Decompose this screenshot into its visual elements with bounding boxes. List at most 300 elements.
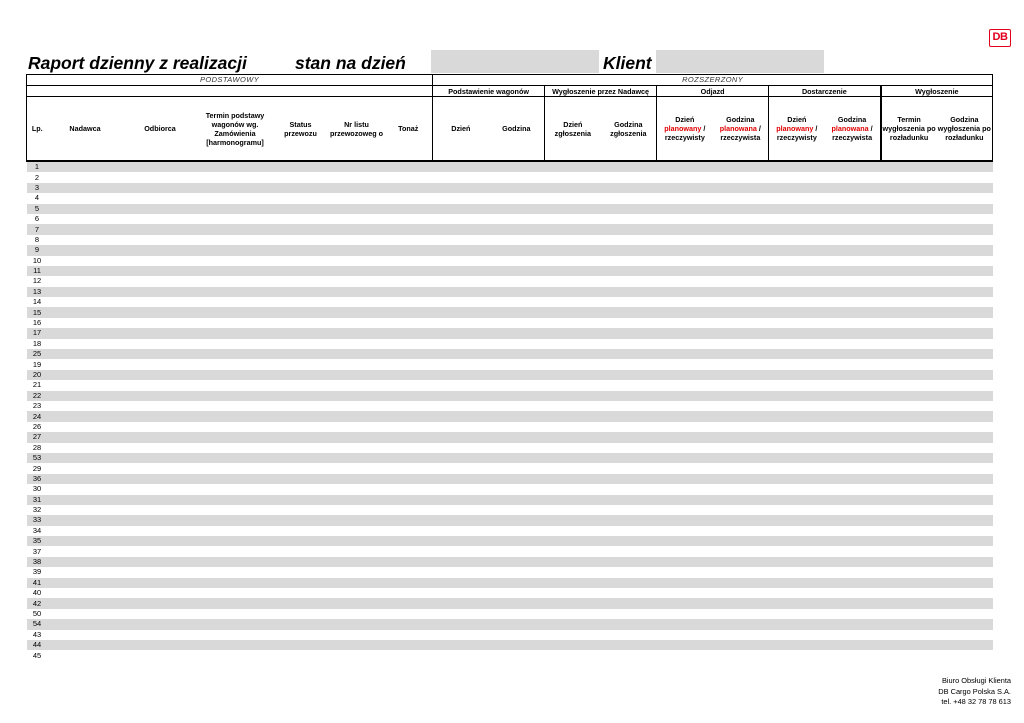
table-cell[interactable] (769, 359, 825, 369)
table-cell[interactable] (601, 474, 657, 484)
table-cell[interactable] (329, 598, 385, 608)
table-cell[interactable] (385, 276, 433, 286)
table-cell[interactable] (937, 193, 993, 203)
table-cell[interactable] (713, 328, 769, 338)
table-cell[interactable] (881, 453, 937, 463)
table-cell[interactable] (385, 297, 433, 307)
table-cell[interactable] (937, 297, 993, 307)
table-cell[interactable] (329, 588, 385, 598)
table-cell[interactable] (198, 578, 273, 588)
table-cell[interactable] (123, 380, 198, 390)
table-cell[interactable] (198, 391, 273, 401)
table-cell[interactable] (769, 204, 825, 214)
table-cell[interactable] (937, 391, 993, 401)
table-cell[interactable] (657, 443, 713, 453)
table-cell[interactable] (601, 318, 657, 328)
table-cell[interactable] (329, 245, 385, 255)
table-cell[interactable] (385, 172, 433, 182)
table-cell[interactable] (385, 609, 433, 619)
table-cell[interactable] (329, 214, 385, 224)
table-cell[interactable] (123, 328, 198, 338)
table-cell[interactable] (123, 546, 198, 556)
table-cell[interactable] (489, 526, 545, 536)
table-cell[interactable] (881, 432, 937, 442)
table-cell[interactable] (48, 380, 123, 390)
table-cell[interactable] (545, 161, 601, 172)
table-cell[interactable] (881, 536, 937, 546)
table-cell[interactable] (489, 474, 545, 484)
table-cell[interactable] (329, 432, 385, 442)
table-cell[interactable] (657, 339, 713, 349)
table-cell[interactable] (601, 172, 657, 182)
table-cell[interactable] (545, 276, 601, 286)
table-cell[interactable] (48, 630, 123, 640)
table-cell[interactable] (48, 183, 123, 193)
table-cell[interactable] (881, 474, 937, 484)
table-cell[interactable] (769, 567, 825, 577)
table-cell[interactable] (198, 443, 273, 453)
table-cell[interactable] (385, 256, 433, 266)
table-cell[interactable] (545, 380, 601, 390)
table-cell[interactable] (489, 172, 545, 182)
table-cell[interactable] (881, 422, 937, 432)
table-cell[interactable] (489, 276, 545, 286)
table-cell[interactable] (657, 546, 713, 556)
table-cell[interactable] (713, 214, 769, 224)
table-cell[interactable] (385, 578, 433, 588)
table-cell[interactable] (825, 380, 881, 390)
table-cell[interactable] (713, 526, 769, 536)
table-cell[interactable] (433, 495, 489, 505)
table-cell[interactable] (657, 411, 713, 421)
table-cell[interactable] (713, 536, 769, 546)
table-cell[interactable] (601, 536, 657, 546)
date-field[interactable] (431, 50, 599, 73)
table-cell[interactable] (545, 567, 601, 577)
table-cell[interactable] (825, 619, 881, 629)
table-cell[interactable] (713, 307, 769, 317)
table-cell[interactable] (433, 391, 489, 401)
table-cell[interactable] (48, 297, 123, 307)
table-cell[interactable] (657, 505, 713, 515)
table-cell[interactable] (48, 401, 123, 411)
table-cell[interactable] (433, 619, 489, 629)
table-cell[interactable] (433, 266, 489, 276)
table-cell[interactable] (769, 276, 825, 286)
table-cell[interactable] (489, 443, 545, 453)
table-cell[interactable] (545, 432, 601, 442)
table-cell[interactable] (657, 297, 713, 307)
table-cell[interactable] (657, 245, 713, 255)
table-cell[interactable] (825, 536, 881, 546)
table-cell[interactable] (433, 193, 489, 203)
table-cell[interactable] (713, 463, 769, 473)
table-cell[interactable] (48, 598, 123, 608)
table-cell[interactable] (489, 391, 545, 401)
table-cell[interactable] (273, 339, 329, 349)
table-cell[interactable] (713, 161, 769, 172)
table-cell[interactable] (545, 193, 601, 203)
table-cell[interactable] (601, 578, 657, 588)
table-cell[interactable] (489, 266, 545, 276)
table-cell[interactable] (123, 401, 198, 411)
table-cell[interactable] (329, 650, 385, 660)
table-cell[interactable] (433, 557, 489, 567)
table-cell[interactable] (329, 266, 385, 276)
table-cell[interactable] (825, 557, 881, 567)
table-cell[interactable] (433, 256, 489, 266)
table-cell[interactable] (601, 557, 657, 567)
table-cell[interactable] (123, 443, 198, 453)
table-cell[interactable] (657, 224, 713, 234)
table-cell[interactable] (198, 245, 273, 255)
table-cell[interactable] (273, 318, 329, 328)
table-cell[interactable] (329, 640, 385, 650)
table-cell[interactable] (329, 557, 385, 567)
table-cell[interactable] (881, 578, 937, 588)
table-cell[interactable] (48, 214, 123, 224)
table-cell[interactable] (657, 370, 713, 380)
table-cell[interactable] (329, 161, 385, 172)
table-cell[interactable] (198, 161, 273, 172)
table-cell[interactable] (433, 224, 489, 234)
table-cell[interactable] (48, 172, 123, 182)
table-cell[interactable] (385, 630, 433, 640)
table-cell[interactable] (273, 453, 329, 463)
table-cell[interactable] (489, 495, 545, 505)
table-cell[interactable] (881, 526, 937, 536)
table-cell[interactable] (881, 380, 937, 390)
table-cell[interactable] (385, 183, 433, 193)
table-cell[interactable] (329, 422, 385, 432)
table-cell[interactable] (385, 598, 433, 608)
table-cell[interactable] (489, 453, 545, 463)
table-cell[interactable] (198, 297, 273, 307)
table-cell[interactable] (433, 172, 489, 182)
table-cell[interactable] (601, 161, 657, 172)
table-cell[interactable] (601, 328, 657, 338)
table-cell[interactable] (329, 515, 385, 525)
table-cell[interactable] (657, 640, 713, 650)
table-cell[interactable] (769, 432, 825, 442)
table-cell[interactable] (769, 370, 825, 380)
table-cell[interactable] (601, 276, 657, 286)
table-cell[interactable] (48, 204, 123, 214)
table-cell[interactable] (123, 287, 198, 297)
table-cell[interactable] (433, 567, 489, 577)
table-cell[interactable] (825, 484, 881, 494)
table-cell[interactable] (545, 640, 601, 650)
table-cell[interactable] (329, 328, 385, 338)
table-cell[interactable] (937, 224, 993, 234)
table-cell[interactable] (769, 526, 825, 536)
table-cell[interactable] (433, 432, 489, 442)
table-cell[interactable] (198, 266, 273, 276)
table-cell[interactable] (48, 349, 123, 359)
table-cell[interactable] (329, 297, 385, 307)
table-cell[interactable] (769, 245, 825, 255)
table-cell[interactable] (198, 526, 273, 536)
table-cell[interactable] (123, 567, 198, 577)
table-cell[interactable] (713, 359, 769, 369)
table-cell[interactable] (198, 193, 273, 203)
table-cell[interactable] (433, 401, 489, 411)
table-cell[interactable] (329, 474, 385, 484)
table-cell[interactable] (601, 287, 657, 297)
table-cell[interactable] (48, 245, 123, 255)
table-cell[interactable] (48, 161, 123, 172)
table-cell[interactable] (657, 422, 713, 432)
table-cell[interactable] (713, 401, 769, 411)
table-cell[interactable] (769, 463, 825, 473)
table-cell[interactable] (937, 453, 993, 463)
table-cell[interactable] (329, 318, 385, 328)
table-cell[interactable] (385, 515, 433, 525)
table-cell[interactable] (123, 161, 198, 172)
table-cell[interactable] (713, 193, 769, 203)
table-cell[interactable] (489, 484, 545, 494)
table-cell[interactable] (657, 193, 713, 203)
table-cell[interactable] (881, 224, 937, 234)
table-cell[interactable] (545, 650, 601, 660)
table-cell[interactable] (769, 349, 825, 359)
table-cell[interactable] (601, 307, 657, 317)
table-cell[interactable] (657, 598, 713, 608)
table-cell[interactable] (937, 484, 993, 494)
table-cell[interactable] (273, 172, 329, 182)
table-cell[interactable] (433, 235, 489, 245)
table-cell[interactable] (433, 588, 489, 598)
table-cell[interactable] (123, 484, 198, 494)
table-cell[interactable] (123, 588, 198, 598)
table-cell[interactable] (601, 411, 657, 421)
table-cell[interactable] (545, 588, 601, 598)
table-cell[interactable] (385, 359, 433, 369)
table-cell[interactable] (545, 484, 601, 494)
table-cell[interactable] (385, 411, 433, 421)
table-cell[interactable] (433, 297, 489, 307)
table-cell[interactable] (273, 380, 329, 390)
table-cell[interactable] (273, 588, 329, 598)
table-cell[interactable] (329, 619, 385, 629)
table-cell[interactable] (825, 453, 881, 463)
table-cell[interactable] (433, 276, 489, 286)
table-cell[interactable] (601, 391, 657, 401)
table-cell[interactable] (601, 297, 657, 307)
table-cell[interactable] (385, 567, 433, 577)
table-cell[interactable] (433, 318, 489, 328)
table-cell[interactable] (657, 515, 713, 525)
table-cell[interactable] (123, 526, 198, 536)
table-cell[interactable] (489, 411, 545, 421)
table-cell[interactable] (545, 370, 601, 380)
table-cell[interactable] (601, 380, 657, 390)
table-cell[interactable] (601, 235, 657, 245)
table-cell[interactable] (433, 287, 489, 297)
table-cell[interactable] (273, 495, 329, 505)
table-cell[interactable] (198, 411, 273, 421)
table-cell[interactable] (329, 276, 385, 286)
table-cell[interactable] (825, 401, 881, 411)
table-cell[interactable] (48, 474, 123, 484)
table-cell[interactable] (769, 297, 825, 307)
table-cell[interactable] (825, 515, 881, 525)
table-cell[interactable] (545, 422, 601, 432)
table-cell[interactable] (545, 266, 601, 276)
table-cell[interactable] (198, 495, 273, 505)
table-cell[interactable] (273, 630, 329, 640)
table-cell[interactable] (385, 536, 433, 546)
table-cell[interactable] (48, 650, 123, 660)
table-cell[interactable] (198, 183, 273, 193)
table-cell[interactable] (273, 183, 329, 193)
table-cell[interactable] (489, 307, 545, 317)
table-cell[interactable] (657, 536, 713, 546)
table-cell[interactable] (198, 432, 273, 442)
table-cell[interactable] (713, 557, 769, 567)
table-cell[interactable] (489, 235, 545, 245)
table-cell[interactable] (825, 474, 881, 484)
table-cell[interactable] (937, 557, 993, 567)
table-cell[interactable] (937, 515, 993, 525)
client-field[interactable] (656, 50, 824, 73)
table-cell[interactable] (489, 256, 545, 266)
table-cell[interactable] (825, 578, 881, 588)
table-cell[interactable] (881, 391, 937, 401)
table-cell[interactable] (329, 307, 385, 317)
table-cell[interactable] (48, 339, 123, 349)
table-cell[interactable] (123, 474, 198, 484)
table-cell[interactable] (385, 495, 433, 505)
table-cell[interactable] (545, 256, 601, 266)
table-cell[interactable] (545, 515, 601, 525)
table-cell[interactable] (825, 630, 881, 640)
table-cell[interactable] (123, 422, 198, 432)
table-cell[interactable] (769, 328, 825, 338)
table-cell[interactable] (881, 307, 937, 317)
table-cell[interactable] (273, 401, 329, 411)
table-cell[interactable] (881, 609, 937, 619)
table-cell[interactable] (198, 453, 273, 463)
table-cell[interactable] (601, 256, 657, 266)
table-cell[interactable] (657, 161, 713, 172)
table-cell[interactable] (198, 235, 273, 245)
table-cell[interactable] (489, 183, 545, 193)
table-cell[interactable] (545, 619, 601, 629)
table-cell[interactable] (713, 567, 769, 577)
table-cell[interactable] (937, 172, 993, 182)
table-cell[interactable] (273, 245, 329, 255)
table-cell[interactable] (489, 515, 545, 525)
table-cell[interactable] (123, 276, 198, 286)
table-cell[interactable] (123, 463, 198, 473)
table-cell[interactable] (433, 630, 489, 640)
table-cell[interactable] (385, 235, 433, 245)
table-cell[interactable] (601, 619, 657, 629)
table-cell[interactable] (601, 349, 657, 359)
table-cell[interactable] (123, 411, 198, 421)
table-cell[interactable] (433, 526, 489, 536)
table-cell[interactable] (273, 505, 329, 515)
table-cell[interactable] (825, 588, 881, 598)
table-cell[interactable] (713, 495, 769, 505)
table-cell[interactable] (123, 609, 198, 619)
table-cell[interactable] (769, 214, 825, 224)
table-cell[interactable] (48, 224, 123, 234)
table-cell[interactable] (48, 307, 123, 317)
table-cell[interactable] (273, 370, 329, 380)
table-cell[interactable] (657, 609, 713, 619)
table-cell[interactable] (713, 370, 769, 380)
table-cell[interactable] (385, 287, 433, 297)
table-cell[interactable] (198, 349, 273, 359)
table-cell[interactable] (937, 287, 993, 297)
table-cell[interactable] (123, 349, 198, 359)
table-cell[interactable] (881, 598, 937, 608)
table-cell[interactable] (657, 588, 713, 598)
table-cell[interactable] (489, 193, 545, 203)
table-cell[interactable] (769, 515, 825, 525)
table-cell[interactable] (385, 588, 433, 598)
table-cell[interactable] (713, 380, 769, 390)
table-cell[interactable] (713, 484, 769, 494)
table-cell[interactable] (329, 287, 385, 297)
table-cell[interactable] (937, 640, 993, 650)
table-cell[interactable] (433, 161, 489, 172)
table-cell[interactable] (825, 318, 881, 328)
table-cell[interactable] (769, 422, 825, 432)
table-cell[interactable] (601, 432, 657, 442)
table-cell[interactable] (489, 432, 545, 442)
table-cell[interactable] (489, 339, 545, 349)
table-cell[interactable] (385, 650, 433, 660)
table-cell[interactable] (48, 443, 123, 453)
table-cell[interactable] (273, 256, 329, 266)
table-cell[interactable] (937, 432, 993, 442)
table-cell[interactable] (545, 245, 601, 255)
table-cell[interactable] (198, 276, 273, 286)
table-cell[interactable] (433, 598, 489, 608)
table-cell[interactable] (937, 183, 993, 193)
table-cell[interactable] (433, 214, 489, 224)
table-cell[interactable] (545, 598, 601, 608)
table-cell[interactable] (881, 370, 937, 380)
table-cell[interactable] (329, 630, 385, 640)
table-cell[interactable] (385, 443, 433, 453)
table-cell[interactable] (123, 630, 198, 640)
table-cell[interactable] (601, 266, 657, 276)
table-cell[interactable] (433, 453, 489, 463)
table-cell[interactable] (48, 453, 123, 463)
table-cell[interactable] (825, 183, 881, 193)
table-cell[interactable] (769, 609, 825, 619)
table-cell[interactable] (601, 463, 657, 473)
table-cell[interactable] (601, 598, 657, 608)
table-cell[interactable] (713, 339, 769, 349)
table-cell[interactable] (713, 630, 769, 640)
table-cell[interactable] (769, 224, 825, 234)
table-cell[interactable] (825, 214, 881, 224)
table-cell[interactable] (937, 401, 993, 411)
table-cell[interactable] (489, 214, 545, 224)
table-cell[interactable] (48, 422, 123, 432)
table-cell[interactable] (881, 619, 937, 629)
table-cell[interactable] (937, 328, 993, 338)
table-cell[interactable] (273, 224, 329, 234)
table-cell[interactable] (198, 515, 273, 525)
table-cell[interactable] (198, 328, 273, 338)
table-cell[interactable] (489, 640, 545, 650)
